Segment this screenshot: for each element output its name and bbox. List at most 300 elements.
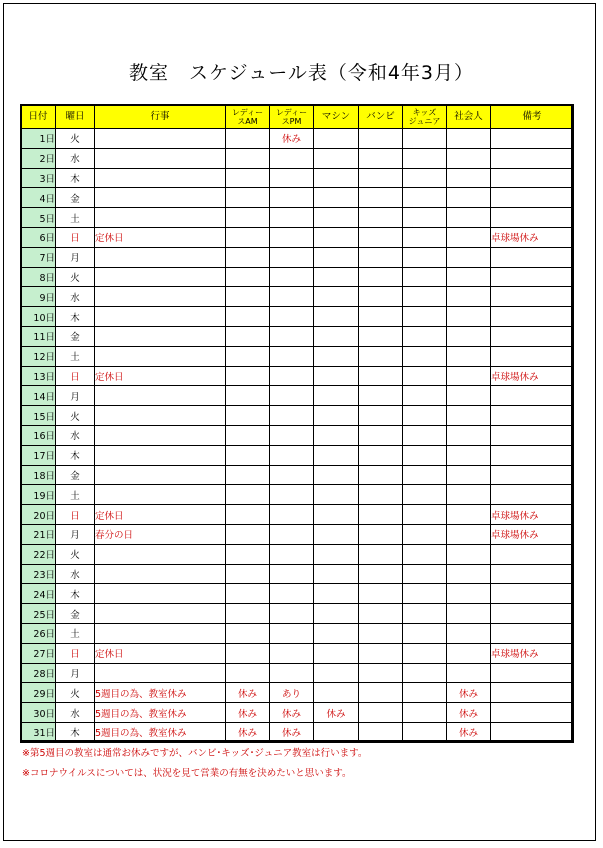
class-cell [359, 445, 403, 465]
class-cell [226, 604, 270, 624]
weekday-cell: 水 [56, 703, 95, 723]
weekday-cell: 日 [56, 643, 95, 663]
class-cell [314, 544, 359, 564]
class-cell [226, 307, 270, 327]
remarks-cell [491, 386, 574, 406]
class-cell [359, 386, 403, 406]
header-cell: 行事 [95, 105, 226, 129]
weekday-cell: 水 [56, 148, 95, 168]
class-cell [314, 307, 359, 327]
class-cell [359, 465, 403, 485]
remarks-cell [491, 326, 574, 346]
event-cell: 定休日 [95, 366, 226, 386]
class-cell [359, 129, 403, 149]
event-cell [95, 188, 226, 208]
table-row [21, 524, 574, 544]
class-cell [314, 386, 359, 406]
class-cell [403, 227, 447, 247]
class-cell [314, 425, 359, 445]
weekday-cell: 日 [56, 505, 95, 525]
table-row [21, 168, 574, 188]
class-cell [270, 505, 314, 525]
class-cell [447, 663, 491, 683]
date-cell: 6日 [21, 227, 56, 247]
class-cell [226, 148, 270, 168]
class-cell [314, 188, 359, 208]
weekday-cell: 土 [56, 623, 95, 643]
table-row [21, 683, 574, 703]
class-cell [314, 366, 359, 386]
remarks-cell [491, 485, 574, 505]
remarks-cell: 卓球場休み [491, 524, 574, 544]
class-cell [403, 584, 447, 604]
remarks-cell [491, 208, 574, 228]
class-cell [447, 505, 491, 525]
class-cell [226, 247, 270, 267]
class-cell [403, 663, 447, 683]
weekday-cell: 火 [56, 406, 95, 426]
header-cell: 日付 [21, 105, 56, 129]
weekday-cell: 木 [56, 307, 95, 327]
weekday-cell: 月 [56, 524, 95, 544]
date-cell: 10日 [21, 307, 56, 327]
remarks-cell: 卓球場休み [491, 643, 574, 663]
class-cell [226, 326, 270, 346]
weekday-cell: 水 [56, 287, 95, 307]
class-cell [403, 465, 447, 485]
table-row [21, 208, 574, 228]
class-cell [447, 168, 491, 188]
class-cell [403, 148, 447, 168]
class-cell [447, 445, 491, 465]
class-cell [270, 425, 314, 445]
table-row [21, 346, 574, 366]
class-cell [403, 188, 447, 208]
class-cell [403, 564, 447, 584]
remarks-cell [491, 247, 574, 267]
class-cell [314, 524, 359, 544]
date-cell: 31日 [21, 722, 56, 742]
class-cell [403, 366, 447, 386]
class-cell: あり [270, 683, 314, 703]
header-cell: 備考 [491, 105, 574, 129]
class-cell [226, 227, 270, 247]
class-cell [447, 485, 491, 505]
class-cell [270, 485, 314, 505]
date-cell: 11日 [21, 326, 56, 346]
class-cell [403, 445, 447, 465]
class-cell [359, 188, 403, 208]
date-cell: 14日 [21, 386, 56, 406]
class-cell [403, 683, 447, 703]
class-cell [314, 505, 359, 525]
class-cell: 休み [226, 683, 270, 703]
table-row [21, 465, 574, 485]
date-cell: 26日 [21, 623, 56, 643]
class-cell [226, 623, 270, 643]
remarks-cell [491, 148, 574, 168]
class-cell [270, 465, 314, 485]
event-cell [95, 406, 226, 426]
class-cell [314, 267, 359, 287]
header-cell: マシン [314, 105, 359, 129]
class-cell [226, 465, 270, 485]
class-cell [270, 188, 314, 208]
table-row [21, 663, 574, 683]
class-cell [359, 544, 403, 564]
date-cell: 28日 [21, 663, 56, 683]
footnote: ※第5週目の教室は通常お休みですが、バンビ･キッズ･ジュニア教室は行います。 [22, 748, 368, 759]
class-cell [447, 287, 491, 307]
table-row [21, 129, 574, 149]
table-row [21, 623, 574, 643]
class-cell [270, 564, 314, 584]
class-cell [270, 168, 314, 188]
table-row [21, 326, 574, 346]
class-cell [226, 663, 270, 683]
class-cell [403, 623, 447, 643]
event-cell: 春分の日 [95, 524, 226, 544]
class-cell [403, 326, 447, 346]
class-cell [314, 643, 359, 663]
event-cell [95, 584, 226, 604]
header-row [21, 105, 574, 129]
class-cell [270, 584, 314, 604]
class-cell [314, 346, 359, 366]
class-cell: 休み [226, 703, 270, 723]
date-cell: 30日 [21, 703, 56, 723]
class-cell [447, 326, 491, 346]
date-cell: 15日 [21, 406, 56, 426]
class-cell [226, 267, 270, 287]
remarks-cell [491, 623, 574, 643]
class-cell [270, 307, 314, 327]
weekday-cell: 火 [56, 683, 95, 703]
class-cell [403, 425, 447, 445]
class-cell [447, 227, 491, 247]
class-cell [447, 208, 491, 228]
table-row [21, 148, 574, 168]
class-cell [447, 247, 491, 267]
class-cell [270, 208, 314, 228]
class-cell [359, 148, 403, 168]
class-cell [403, 604, 447, 624]
class-cell [359, 703, 403, 723]
class-cell [403, 386, 447, 406]
date-cell: 13日 [21, 366, 56, 386]
class-cell [226, 425, 270, 445]
class-cell [447, 366, 491, 386]
event-cell [95, 386, 226, 406]
class-cell [270, 366, 314, 386]
table-row [21, 247, 574, 267]
class-cell [270, 663, 314, 683]
class-cell [447, 406, 491, 426]
class-cell [359, 683, 403, 703]
class-cell [314, 406, 359, 426]
remarks-cell [491, 287, 574, 307]
event-cell: 定休日 [95, 227, 226, 247]
event-cell: 5週目の為、教室休み [95, 722, 226, 742]
class-cell [403, 287, 447, 307]
class-cell [447, 346, 491, 366]
weekday-cell: 木 [56, 722, 95, 742]
class-cell [314, 722, 359, 742]
remarks-cell [491, 564, 574, 584]
class-cell: 休み [447, 722, 491, 742]
remarks-cell [491, 188, 574, 208]
weekday-cell: 火 [56, 544, 95, 564]
class-cell [403, 307, 447, 327]
table-row [21, 366, 574, 386]
event-cell [95, 623, 226, 643]
class-cell [359, 406, 403, 426]
class-cell [226, 386, 270, 406]
date-cell: 12日 [21, 346, 56, 366]
table-row [21, 604, 574, 624]
class-cell [314, 129, 359, 149]
weekday-cell: 土 [56, 346, 95, 366]
class-cell [270, 445, 314, 465]
class-cell: 休み [226, 722, 270, 742]
date-cell: 19日 [21, 485, 56, 505]
event-cell: 定休日 [95, 505, 226, 525]
class-cell [403, 267, 447, 287]
class-cell [314, 445, 359, 465]
class-cell [447, 386, 491, 406]
class-cell [447, 544, 491, 564]
class-cell [226, 168, 270, 188]
event-cell [95, 425, 226, 445]
class-cell [359, 524, 403, 544]
class-cell [359, 505, 403, 525]
class-cell [314, 208, 359, 228]
remarks-cell [491, 465, 574, 485]
event-cell [95, 465, 226, 485]
class-cell [447, 129, 491, 149]
class-cell [226, 188, 270, 208]
event-cell [95, 208, 226, 228]
class-cell [314, 683, 359, 703]
class-cell [359, 663, 403, 683]
remarks-cell [491, 129, 574, 149]
class-cell [270, 346, 314, 366]
weekday-cell: 日 [56, 366, 95, 386]
class-cell [359, 722, 403, 742]
class-cell [270, 544, 314, 564]
table-row [21, 227, 574, 247]
class-cell [270, 287, 314, 307]
class-cell [226, 643, 270, 663]
class-cell [447, 524, 491, 544]
table-row [21, 445, 574, 465]
event-cell [95, 604, 226, 624]
class-cell [314, 623, 359, 643]
date-cell: 3日 [21, 168, 56, 188]
class-cell [314, 287, 359, 307]
event-cell: 定休日 [95, 643, 226, 663]
class-cell [359, 623, 403, 643]
class-cell [403, 346, 447, 366]
table-row [21, 307, 574, 327]
class-cell [314, 564, 359, 584]
remarks-cell [491, 703, 574, 723]
header-cell: 社会人 [447, 105, 491, 129]
event-cell [95, 544, 226, 564]
date-cell: 24日 [21, 584, 56, 604]
class-cell [359, 247, 403, 267]
class-cell [226, 346, 270, 366]
class-cell [359, 208, 403, 228]
class-cell [403, 168, 447, 188]
date-cell: 4日 [21, 188, 56, 208]
date-cell: 1日 [21, 129, 56, 149]
class-cell [226, 129, 270, 149]
page-title: 教室 スケジュール表（令和4年3月） [128, 62, 475, 84]
date-cell: 18日 [21, 465, 56, 485]
class-cell [359, 643, 403, 663]
class-cell [447, 307, 491, 327]
class-cell [447, 584, 491, 604]
table-row [21, 267, 574, 287]
event-cell [95, 307, 226, 327]
weekday-cell: 木 [56, 584, 95, 604]
weekday-cell: 月 [56, 663, 95, 683]
date-cell: 16日 [21, 425, 56, 445]
weekday-cell: 金 [56, 465, 95, 485]
weekday-cell: 日 [56, 227, 95, 247]
class-cell [403, 643, 447, 663]
table-row [21, 643, 574, 663]
table-row [21, 564, 574, 584]
event-cell [95, 247, 226, 267]
remarks-cell [491, 267, 574, 287]
class-cell [226, 564, 270, 584]
header-cell: バンビ [359, 105, 403, 129]
footnote: ※コロナウイルスについては、状況を見て営業の有無を決めたいと思います。 [22, 768, 352, 779]
class-cell [403, 208, 447, 228]
weekday-cell: 水 [56, 425, 95, 445]
weekday-cell: 土 [56, 208, 95, 228]
class-cell [270, 326, 314, 346]
table-row [21, 722, 574, 742]
date-cell: 29日 [21, 683, 56, 703]
table-row [21, 505, 574, 525]
event-cell [95, 168, 226, 188]
class-cell [270, 406, 314, 426]
class-cell [270, 247, 314, 267]
class-cell [226, 505, 270, 525]
class-cell [447, 643, 491, 663]
class-cell [359, 366, 403, 386]
class-cell: 休み [270, 129, 314, 149]
class-cell [403, 247, 447, 267]
class-cell [447, 604, 491, 624]
class-cell [226, 406, 270, 426]
event-cell: 5週目の為、教室休み [95, 683, 226, 703]
class-cell [226, 208, 270, 228]
weekday-cell: 金 [56, 188, 95, 208]
class-cell: 休み [270, 722, 314, 742]
class-cell [270, 643, 314, 663]
date-cell: 2日 [21, 148, 56, 168]
remarks-cell [491, 604, 574, 624]
weekday-cell: 木 [56, 168, 95, 188]
table-row [21, 386, 574, 406]
table-row [21, 425, 574, 445]
class-cell [314, 604, 359, 624]
class-cell [403, 544, 447, 564]
class-cell [226, 544, 270, 564]
class-cell [226, 584, 270, 604]
class-cell [226, 366, 270, 386]
weekday-cell: 土 [56, 485, 95, 505]
weekday-cell: 月 [56, 386, 95, 406]
class-cell [447, 465, 491, 485]
class-cell [447, 564, 491, 584]
class-cell [270, 623, 314, 643]
class-cell [270, 148, 314, 168]
event-cell [95, 346, 226, 366]
class-cell [359, 168, 403, 188]
class-cell [314, 227, 359, 247]
date-cell: 20日 [21, 505, 56, 525]
class-cell [314, 168, 359, 188]
class-cell [359, 564, 403, 584]
remarks-cell: 卓球場休み [491, 227, 574, 247]
class-cell [359, 287, 403, 307]
class-cell [314, 485, 359, 505]
table-row [21, 287, 574, 307]
remarks-cell [491, 683, 574, 703]
weekday-cell: 金 [56, 326, 95, 346]
weekday-cell: 月 [56, 247, 95, 267]
class-cell [447, 623, 491, 643]
date-cell: 8日 [21, 267, 56, 287]
remarks-cell: 卓球場休み [491, 505, 574, 525]
remarks-cell [491, 722, 574, 742]
remarks-cell [491, 307, 574, 327]
class-cell [403, 129, 447, 149]
weekday-cell: 金 [56, 604, 95, 624]
date-cell: 22日 [21, 544, 56, 564]
class-cell [359, 307, 403, 327]
table-row [21, 703, 574, 723]
class-cell [359, 425, 403, 445]
class-cell [270, 604, 314, 624]
class-cell [226, 287, 270, 307]
event-cell [95, 287, 226, 307]
class-cell [359, 326, 403, 346]
class-cell [403, 406, 447, 426]
class-cell: 休み [314, 703, 359, 723]
class-cell [403, 722, 447, 742]
event-cell [95, 485, 226, 505]
event-cell [95, 326, 226, 346]
table-row [21, 188, 574, 208]
class-cell [270, 267, 314, 287]
class-cell [270, 227, 314, 247]
class-cell [226, 445, 270, 465]
header-cell: 曜日 [56, 105, 95, 129]
remarks-cell [491, 445, 574, 465]
event-cell [95, 148, 226, 168]
event-cell [95, 564, 226, 584]
date-cell: 21日 [21, 524, 56, 544]
table-row [21, 584, 574, 604]
event-cell: 5週目の為、教室休み [95, 703, 226, 723]
class-cell [403, 524, 447, 544]
